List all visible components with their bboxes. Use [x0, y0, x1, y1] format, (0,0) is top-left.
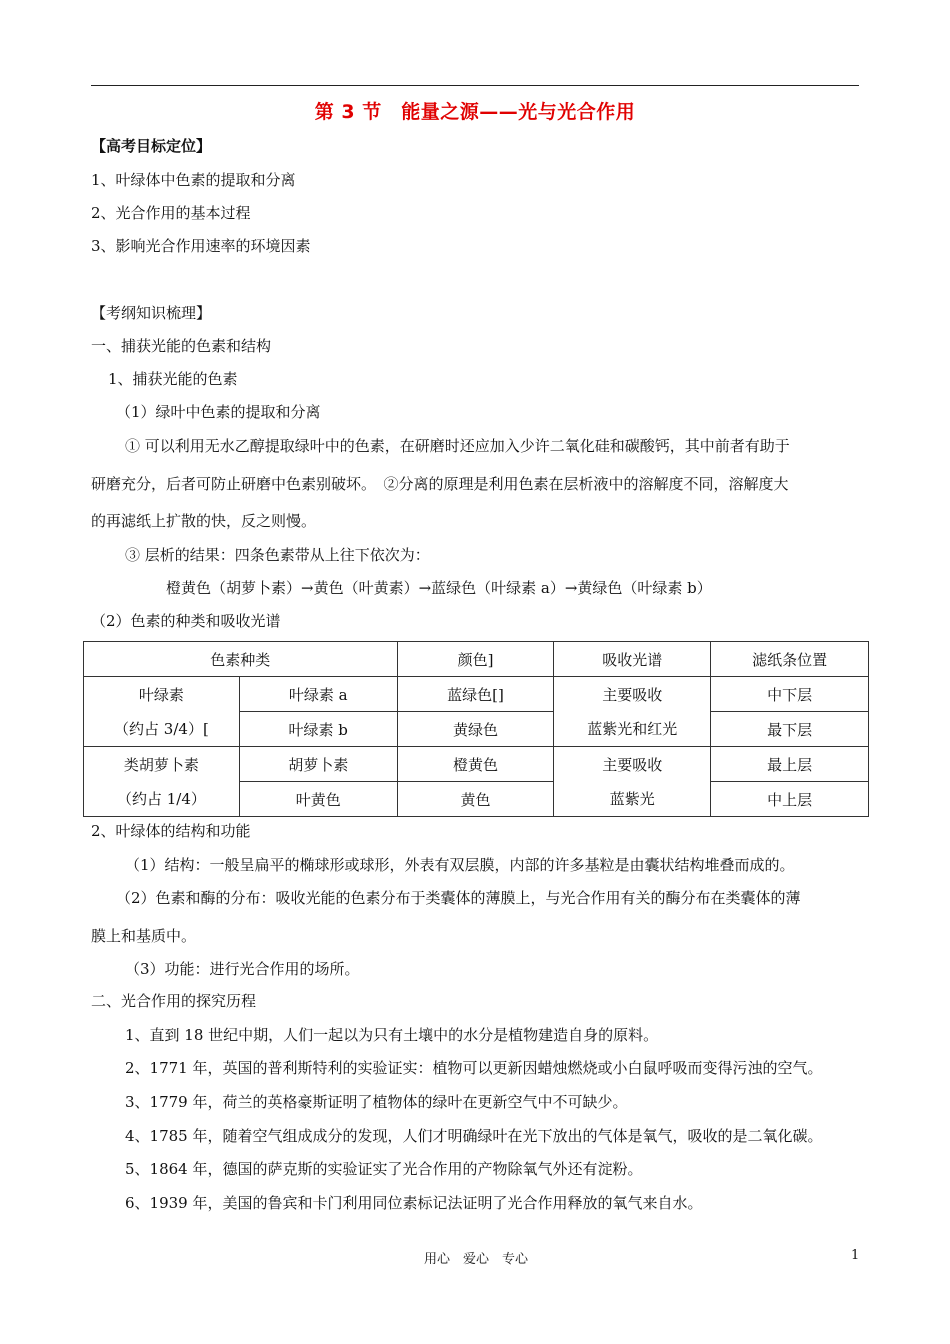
paragraph-line: ③ 层析的结果：四条色素带从上往下依次为： — [125, 546, 430, 564]
group-name: 类胡萝卜素 — [123, 755, 199, 774]
pigment-name-cell: 叶绿素 a — [239, 677, 397, 712]
spectrum-line: 蓝紫光和红光 — [587, 719, 678, 738]
paragraph-line: 的再滤纸上扩散的快，反之则慢。 — [91, 512, 317, 530]
table-header-cell: 色素种类 — [84, 642, 398, 677]
paragraph-line: 膜上和基质中。 — [91, 927, 197, 945]
table-header-cell: 滤纸条位置 — [711, 642, 869, 677]
part1-sub1: 1、捕获光能的色素 — [108, 370, 238, 388]
paragraph-line: （2）色素和酶的分布：吸收光能的色素分布于类囊体的薄膜上，与光合作用有关的酶分布在类囊体的薄 — [116, 889, 801, 907]
pigment-color-cell: 蓝绿色[] — [397, 677, 554, 712]
history-item: 1、直到 18 世纪中期，人们一起以为只有土壤中的水分是植物建造自身的原料。 — [125, 1026, 659, 1044]
group-name: 叶绿素 — [138, 685, 184, 704]
part1-sub2: 2、叶绿体的结构和功能 — [91, 822, 251, 840]
spectrum-line: 主要吸收 — [602, 685, 663, 704]
part1-sub1-1: （1）绿叶中色素的提取和分离 — [116, 403, 321, 421]
pigment-name-cell: 叶黄色 — [239, 782, 397, 817]
pigment-position-cell: 最下层 — [711, 712, 869, 747]
pigment-table — [83, 641, 869, 817]
header-rule — [91, 85, 859, 86]
page-number: 1 — [851, 1248, 860, 1263]
group-share: （约占 3/4）[ — [114, 719, 209, 738]
group-cell-chlorophyll — [84, 677, 240, 747]
table-row — [84, 677, 869, 712]
footer-slogan: 用心 爱心 专心 — [424, 1252, 529, 1267]
table-header-cell: 颜色] — [397, 642, 554, 677]
paragraph-line: （1）结构：一般呈扁平的椭球形或球形，外表有双层膜，内部的许多基粒是由囊状结构堆叠而成的。 — [125, 856, 795, 874]
history-item: 6、1939 年，美国的鲁宾和卡门利用同位素标记法证明了光合作用释放的氧气来自水。 — [125, 1194, 703, 1212]
pigment-name-cell: 叶绿素 b — [239, 712, 397, 747]
pigment-position-cell: 中上层 — [711, 782, 869, 817]
spectrum-line: 主要吸收 — [602, 755, 663, 774]
table-header-row — [84, 642, 869, 677]
section-heading-goals: 【高考目标定位】 — [91, 137, 212, 155]
table-row — [84, 747, 869, 782]
pigment-name-cell: 胡萝卜素 — [239, 747, 397, 782]
paragraph-line: 研磨充分，后者可防止研磨中色素别破坏。 ②分离的原理是利用色素在层析液中的溶解度不同，溶解度大 — [91, 475, 789, 493]
goal-item: 1、叶绿体中色素的提取和分离 — [91, 171, 296, 189]
pigment-order: 橙黄色（胡萝卜素）→黄色（叶黄素）→蓝绿色（叶绿素 a）→黄绿色（叶绿素 b） — [166, 579, 712, 597]
group-share: （约占 1/4） — [116, 789, 206, 808]
history-item: 5、1864 年，德国的萨克斯的实验证实了光合作用的产物除氧气外还有淀粉。 — [125, 1160, 643, 1178]
spectrum-line: 蓝紫光 — [609, 789, 655, 808]
paragraph-line: ① 可以利用无水乙醇提取绿叶中的色素，在研磨时还应加入少许二氧化硅和碳酸钙，其中前者有助于 — [125, 437, 790, 455]
pigment-position-cell: 最上层 — [711, 747, 869, 782]
spectrum-cell — [554, 747, 711, 817]
history-item: 4、1785 年，随着空气组成成分的发现，人们才明确绿叶在光下放出的气体是氧气，吸收的是二氧化碳。 — [125, 1127, 823, 1145]
spectrum-cell — [554, 677, 711, 747]
history-item: 3、1779 年，荷兰的英格豪斯证明了植物体的绿叶在更新空气中不可缺少。 — [125, 1093, 628, 1111]
pigment-color-cell: 黄绿色 — [397, 712, 554, 747]
part2-heading: 二、光合作用的探究历程 — [91, 992, 257, 1010]
page-title: 第 3 节 能量之源——光与光合作用 — [314, 101, 636, 123]
pigment-position-cell: 中下层 — [711, 677, 869, 712]
section-heading-syllabus: 【考纲知识梳理】 — [91, 304, 212, 322]
goal-item: 2、光合作用的基本过程 — [91, 204, 251, 222]
paragraph-line: （3）功能：进行光合作用的场所。 — [125, 960, 360, 978]
part1-heading: 一、捕获光能的色素和结构 — [91, 337, 272, 355]
table-header-cell: 吸收光谱 — [554, 642, 711, 677]
pigment-color-cell: 黄色 — [397, 782, 554, 817]
history-item: 2、1771 年，英国的普利斯特利的实验证实：植物可以更新因蜡烛燃烧或小白鼠呼吸而变得污浊的空气。 — [125, 1059, 823, 1077]
part1-sub1-2: （2）色素的种类和吸收光谱 — [91, 612, 281, 630]
pigment-color-cell: 橙黄色 — [397, 747, 554, 782]
group-cell-carotenoid — [84, 747, 240, 817]
goal-item: 3、影响光合作用速率的环境因素 — [91, 237, 311, 255]
